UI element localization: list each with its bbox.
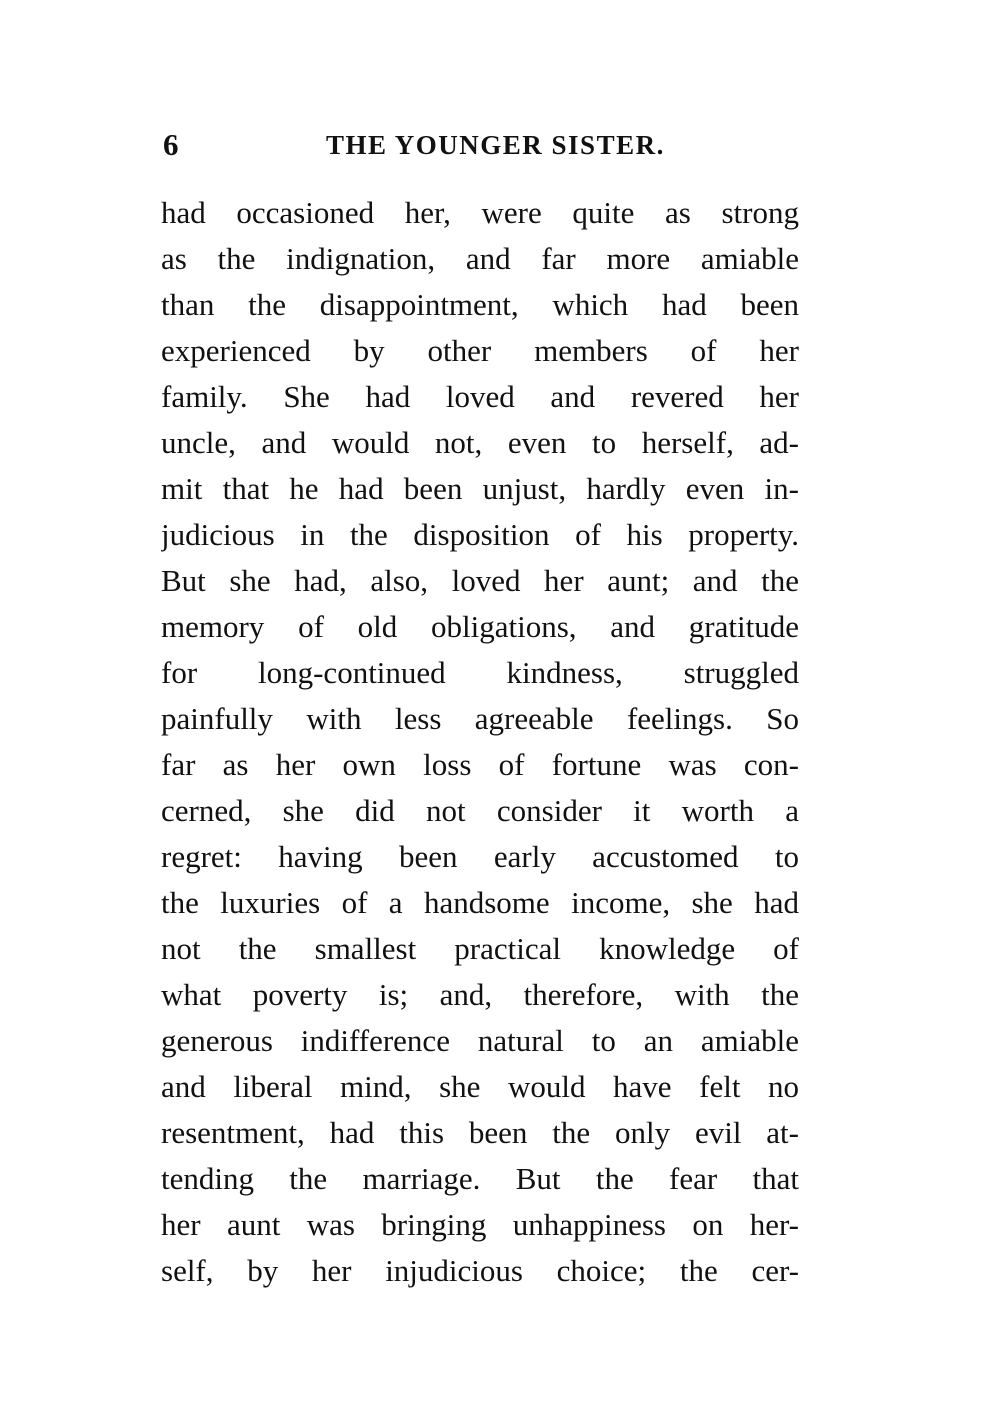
running-title: THE YOUNGER SISTER.	[326, 130, 665, 160]
page-header	[163, 125, 803, 165]
text-line: not the smallest practical knowledge of	[161, 931, 799, 966]
text-line: far as her own loss of fortune was con-	[161, 747, 799, 782]
text-line: mit that he had been unjust, hardly even in-	[161, 471, 799, 506]
text-line: as the indignation, and far more amiable	[161, 241, 799, 276]
text-line: experienced by other members of her	[161, 333, 799, 368]
text-line: the luxuries of a handsome income, she had	[161, 885, 799, 920]
text-line: than the disappointment, which had been	[161, 287, 799, 322]
text-line: painfully with less agreeable feelings. So	[161, 701, 799, 736]
text-line: had occasioned her, were quite as strong	[161, 195, 799, 230]
text-line: regret: having been early accustomed to	[161, 839, 799, 874]
text-line: memory of old obligations, and gratitude	[161, 609, 799, 644]
text-line: and liberal mind, she would have felt no	[161, 1069, 799, 1104]
body-text	[161, 190, 799, 1294]
text-line: self, by her injudicious choice; the cer-	[161, 1253, 799, 1288]
text-line: her aunt was bringing unhappiness on her-	[161, 1207, 799, 1242]
text-line: tending the marriage. But the fear that	[161, 1161, 799, 1196]
text-line: uncle, and would not, even to herself, ad-	[161, 425, 799, 460]
text-line: what poverty is; and, therefore, with the	[161, 977, 799, 1012]
text-line: generous indifference natural to an amiable	[161, 1023, 799, 1058]
page-number: 6	[163, 127, 179, 162]
text-line: resentment, had this been the only evil at-	[161, 1115, 799, 1150]
text-line: for long-continued kindness, struggled	[161, 655, 799, 690]
text-line: judicious in the disposition of his property.	[161, 517, 799, 552]
text-line: family. She had loved and revered her	[161, 379, 799, 414]
text-line: cerned, she did not consider it worth a	[161, 793, 799, 828]
text-line: But she had, also, loved her aunt; and the	[161, 563, 799, 598]
